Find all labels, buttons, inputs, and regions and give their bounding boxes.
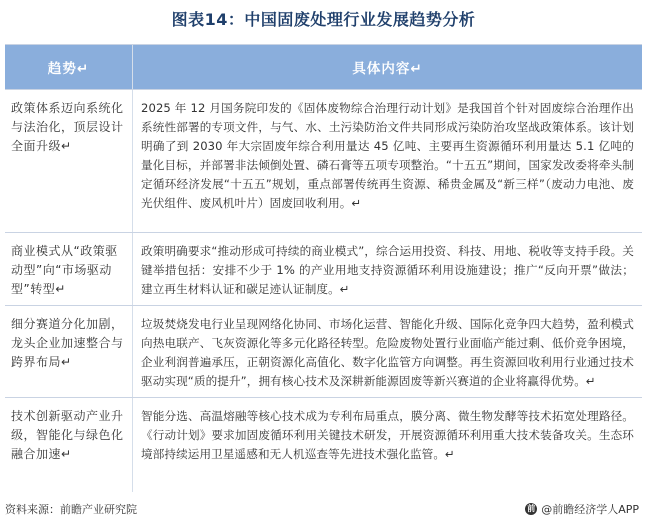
content-cell: 2025 年 12 月国务院印发的《固体废物综合治理行动计划》是我国首个针对固废综合治理作出系统性部署的专项文件，与气、水、土污染防治文件共同形成污染防治攻坚战政策体系。该计划明确了到 2030 年大宗固废年综合利用量达 45 亿吨、主要再生资源循环利用量达 5.1 亿吨的量化目标，并部署非法倾倒处置、磷石膏等五项专项整治。“十五五”期间，国家发改委将牵头制定循环经济发展“十五五”规划，重点部署传统再生资源、稀贵金属及“新三样”（废动力电池、废光伏组件、废风机叶片）固废回收利用。↵	[141, 101, 634, 210]
table-row	[5, 306, 642, 398]
qianzhan-logo-icon: 前	[527, 504, 536, 513]
trend-cell: 商业模式从“政策驱动型”向“市场驱动型”转型↵	[5, 233, 133, 305]
table-row	[5, 233, 642, 306]
trend-cell: 政策体系迈向系统化与法治化，顶层设计全面升级↵	[5, 90, 133, 232]
trend-cell: 细分赛道分化加剧，龙头企业加速整合与跨界布局↵	[5, 306, 133, 397]
footer	[0, 498, 647, 520]
trend-cell: 技术创新驱动产业升级，智能化与绿色化融合加速↵	[5, 398, 133, 492]
trend-table	[5, 44, 642, 492]
source-note: 资料来源：前瞻产业研究院	[5, 503, 137, 516]
content-cell: 垃圾焚烧发电行业呈现网络化协同、市场化运营、智能化升级、国际化竞争四大趋势，盈利模式向热电联产、飞灰资源化等多元化路径转型。危险废物处置行业面临产能过剩、低价竞争困境，企业利润普遍承压，正朝资源化高值化、数字化监管方向调整。再生资源回收利用行业通过技术驱动实现“质的提升”，拥有核心技术及深耕新能源固废等新兴赛道的企业将赢得优势。↵	[141, 317, 634, 388]
table-row	[5, 90, 642, 233]
content-cell: 智能分选、高温熔融等核心技术成为专利布局重点，膜分离、微生物发酵等技术拓宽处理路径。《行动计划》要求加固废循环利用关键技术研发，开展资源循环利用重大技术装备攻关。生态环境部持续运用卫星遥感和无人机巡查等先进技术强化监管。↵	[133, 398, 642, 492]
brand-credit	[525, 501, 639, 517]
header-content: 具体内容↵	[352, 61, 423, 77]
table-header-row	[5, 45, 642, 90]
content-cell: 政策明确要求“推动形成可持续的商业模式”，综合运用投资、科技、用地、税收等支持手段。关键举措包括：安排不少于 1% 的产业用地支持资源循环利用设施建设；推广“反向开票”做法；建立再生材料认证和碳足迹认证制度。↵	[133, 233, 642, 305]
figure-title: 图表14：中国固废处理行业发展趋势分析	[171, 10, 476, 29]
table-row	[5, 398, 642, 492]
header-trend: 趋势↵	[5, 45, 133, 89]
brand-label: @前瞻经济学人APP	[541, 503, 639, 516]
